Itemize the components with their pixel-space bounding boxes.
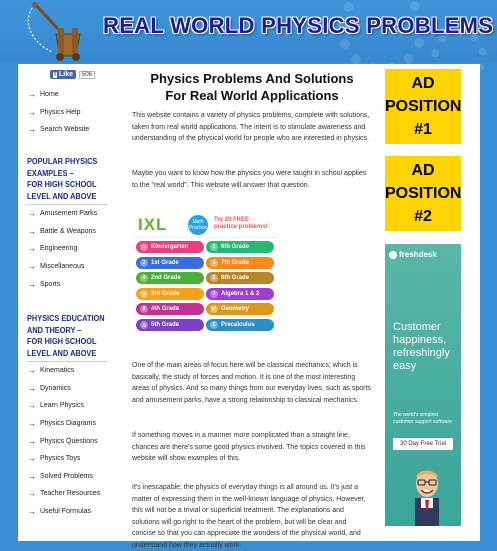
ad-line: #1 bbox=[414, 121, 432, 138]
nav-item-amusement-parks[interactable] bbox=[28, 205, 122, 223]
nav-item-useful-formulas[interactable] bbox=[28, 503, 122, 521]
motion-paragraph: If something moves in a manner more complicated than a straight line, chances are there's some good physics involved. The topics covered in this website will show examples of this. bbox=[132, 432, 366, 462]
ixl-try-text bbox=[214, 217, 268, 231]
nav-item-miscellaneous[interactable] bbox=[28, 258, 122, 276]
nav-item-physics-diagrams[interactable] bbox=[28, 415, 122, 433]
grade-icon: 3 bbox=[210, 259, 218, 267]
arrow-right-icon: → bbox=[28, 125, 36, 135]
nav-label: Search Website bbox=[40, 126, 90, 134]
grade-icon: 8 bbox=[140, 305, 148, 313]
facebook-like-button[interactable] bbox=[50, 70, 76, 79]
grade-icon: ☺ bbox=[141, 244, 147, 250]
nav-label: Learn Physics bbox=[40, 402, 84, 410]
grade-button[interactable] bbox=[206, 319, 274, 331]
grade-button[interactable] bbox=[136, 257, 204, 269]
site-title[interactable]: REAL WORLD PHYSICS PROBLEMS bbox=[103, 13, 494, 38]
arrow-right-icon: → bbox=[28, 419, 36, 429]
grade-icon: x² bbox=[211, 306, 217, 313]
freshdesk-brand-name: freshdesk bbox=[399, 250, 437, 259]
grade-button[interactable] bbox=[206, 303, 274, 315]
grade-label: 8th Grade bbox=[221, 275, 250, 282]
ad-position-2[interactable] bbox=[385, 156, 461, 231]
nav-item-home[interactable] bbox=[28, 86, 122, 104]
grade-label: Kindergarten bbox=[151, 244, 189, 250]
freshdesk-logo-icon bbox=[389, 251, 397, 259]
ad-line: AD bbox=[411, 162, 435, 179]
education-nav bbox=[28, 362, 122, 520]
facebook-like-widget[interactable] bbox=[50, 70, 95, 79]
catapult-logo-icon[interactable] bbox=[22, 0, 92, 62]
nav-label: Useful Formulas bbox=[40, 508, 91, 516]
grade-icon: 6 bbox=[140, 290, 148, 298]
main-nav bbox=[28, 86, 122, 139]
ad-line: #2 bbox=[414, 208, 432, 225]
facebook-icon: f bbox=[54, 71, 56, 78]
grade-icon: 1 bbox=[210, 243, 218, 251]
grade-button[interactable] bbox=[136, 303, 204, 315]
arrow-right-icon: → bbox=[28, 244, 36, 254]
ixl-logo: IXL bbox=[138, 215, 168, 234]
smiling-kid-illustration bbox=[407, 464, 447, 526]
nav-item-teacher-resources[interactable] bbox=[28, 485, 122, 503]
freshdesk-advertisement[interactable] bbox=[385, 244, 461, 526]
nav-item-physics-toys[interactable] bbox=[28, 450, 122, 468]
nav-item-dynamics[interactable] bbox=[28, 380, 122, 398]
section-heading-line1: PHYSICS EDUCATION AND THEORY – bbox=[27, 314, 105, 335]
grade-icon: 7 bbox=[210, 290, 218, 298]
nav-label: Home bbox=[40, 91, 59, 99]
nav-item-solved-problems[interactable] bbox=[28, 468, 122, 486]
popular-nav bbox=[28, 205, 122, 293]
page-title bbox=[132, 70, 372, 104]
grade-icon: 4 bbox=[140, 274, 148, 282]
grade-label: 2nd Grade bbox=[151, 275, 181, 282]
nav-item-sports[interactable] bbox=[28, 275, 122, 293]
ad-line: POSITION bbox=[385, 98, 462, 115]
ixl-try-line1: Try 20 FREE bbox=[214, 217, 250, 223]
like-count: 506 bbox=[79, 71, 95, 79]
nav-label: Physics Diagrams bbox=[40, 420, 97, 428]
nav-label: Battle & Weapons bbox=[40, 227, 96, 235]
nav-item-physics-questions[interactable] bbox=[28, 432, 122, 450]
nav-label: Physics Questions bbox=[40, 437, 98, 445]
arrow-right-icon: → bbox=[28, 507, 36, 517]
freshdesk-slogan: Customer happiness, refreshingly easy bbox=[393, 321, 450, 372]
page-title-line1: Physics Problems And Solutions bbox=[150, 71, 354, 86]
nav-item-search-website[interactable] bbox=[28, 121, 122, 139]
main-content bbox=[132, 70, 372, 549]
ixl-try-line2: practice problems! bbox=[214, 224, 268, 230]
arrow-right-icon: → bbox=[28, 90, 36, 100]
nav-item-battle-weapons[interactable] bbox=[28, 223, 122, 241]
nav-label: Engineering bbox=[40, 245, 78, 253]
nav-label: Kinematics bbox=[40, 367, 75, 375]
grade-label: 6th Grade bbox=[221, 244, 250, 250]
grade-label: Algebra 1 & 2 bbox=[221, 290, 260, 297]
nav-label: Miscellaneous bbox=[40, 263, 85, 271]
grade-button[interactable] bbox=[206, 288, 274, 300]
grade-button[interactable] bbox=[206, 241, 274, 253]
section-heading-line2: FOR HIGH SCHOOL LEVEL AND ABOVE bbox=[27, 180, 97, 201]
nav-item-kinematics[interactable] bbox=[28, 362, 122, 380]
arrow-right-icon: → bbox=[28, 454, 36, 464]
intro-paragraph: This website contains a variety of physics problems, complete with solutions, taken from real world applications. The intent is to stimulate awareness and understanding of the physical world for people who are interested in physics. bbox=[132, 112, 370, 142]
arrow-right-icon: → bbox=[28, 383, 36, 393]
free-trial-button[interactable]: 30 Day Free Trial bbox=[393, 438, 453, 450]
arrow-right-icon: → bbox=[28, 401, 36, 411]
grade-button[interactable] bbox=[136, 241, 204, 253]
grade-button[interactable] bbox=[136, 288, 204, 300]
grade-icon: 5 bbox=[210, 274, 218, 282]
site-header bbox=[0, 0, 497, 62]
grade-button[interactable] bbox=[136, 319, 204, 331]
ixl-advertisement[interactable] bbox=[132, 213, 278, 339]
ad-position-1[interactable] bbox=[385, 69, 461, 144]
nav-item-learn-physics[interactable] bbox=[28, 397, 122, 415]
section-heading-education bbox=[27, 313, 108, 362]
nav-item-engineering[interactable] bbox=[28, 240, 122, 258]
grade-button[interactable] bbox=[206, 257, 274, 269]
nav-label: Sports bbox=[40, 280, 61, 288]
section-heading-line2: FOR HIGH SCHOOL LEVEL AND ABOVE bbox=[27, 337, 97, 358]
page-title-line2: For Real World Applications bbox=[165, 88, 339, 103]
grade-button[interactable] bbox=[206, 272, 274, 284]
grade-icon: Σ bbox=[210, 321, 218, 329]
everyday-physics-paragraph: It's inescapable; the physics of everyday things is all around us. It's just a matter of expressing them in the well-known language of physics. However, this will not be a trivial or superficial treatment. The explanations and solutions will go right to the heart of the problem, but will be clear and concise so that you can appreciate the wonders of the physical world, and understand how they actually work. bbox=[132, 484, 366, 549]
grade-label: 5th Grade bbox=[151, 322, 180, 328]
section-heading-line1: POPULAR PHYSICS EXAMPLES – bbox=[27, 157, 98, 178]
arrow-right-icon: → bbox=[28, 209, 36, 219]
freshdesk-brand bbox=[389, 250, 437, 259]
ixl-ad-header bbox=[132, 213, 278, 238]
arrow-right-icon: → bbox=[28, 107, 36, 117]
arrow-right-icon: → bbox=[28, 436, 36, 446]
grade-icon: 2 bbox=[140, 259, 148, 267]
grade-label: Precalculus bbox=[221, 322, 255, 328]
nav-label: Dynamics bbox=[40, 384, 71, 392]
arrow-right-icon: → bbox=[28, 279, 36, 289]
arrow-right-icon: → bbox=[28, 226, 36, 236]
ad-line: AD bbox=[411, 75, 435, 92]
arrow-right-icon: → bbox=[28, 262, 36, 272]
grade-button[interactable] bbox=[136, 272, 204, 284]
grade-label: Geometry bbox=[221, 306, 250, 313]
arrow-right-icon: → bbox=[28, 489, 36, 499]
page-content bbox=[18, 64, 480, 549]
grade-label: 3rd Grade bbox=[151, 290, 180, 297]
arrow-right-icon: → bbox=[28, 471, 36, 481]
grade-label: 1st Grade bbox=[151, 259, 179, 266]
section-heading-popular bbox=[27, 156, 108, 205]
nav-label: Amusement Parks bbox=[40, 210, 98, 218]
ad-line: POSITION bbox=[385, 185, 462, 202]
real-world-paragraph: Maybe you want to know how the physics you were taught in school applies to the "real world". This website will answer that question. bbox=[132, 170, 367, 189]
mechanics-paragraph: One of the main areas of focus here will be classical mechanics; which is basically, the study of forces and motion. It is one of the most interesting areas of physics. And so many things from our everyday lives, such as sports and amusement parks, have a strong relationship to classical mechanics. bbox=[132, 362, 371, 404]
nav-label: Physics Help bbox=[40, 108, 81, 116]
nav-item-physics-help[interactable] bbox=[28, 104, 122, 122]
grade-label: 7th Grade bbox=[221, 259, 250, 266]
like-label: Like bbox=[59, 71, 74, 78]
arrow-right-icon: → bbox=[28, 366, 36, 376]
math-practice-badge: Math Practice bbox=[188, 215, 208, 235]
nav-label: Solved Problems bbox=[40, 472, 93, 480]
nav-label: Teacher Resources bbox=[40, 490, 101, 498]
nav-label: Physics Toys bbox=[40, 455, 81, 463]
grade-icon: △ bbox=[140, 321, 148, 329]
grade-label: 4th Grade bbox=[151, 306, 180, 313]
freshdesk-subtext: The world's simplest customer support software bbox=[393, 412, 452, 425]
